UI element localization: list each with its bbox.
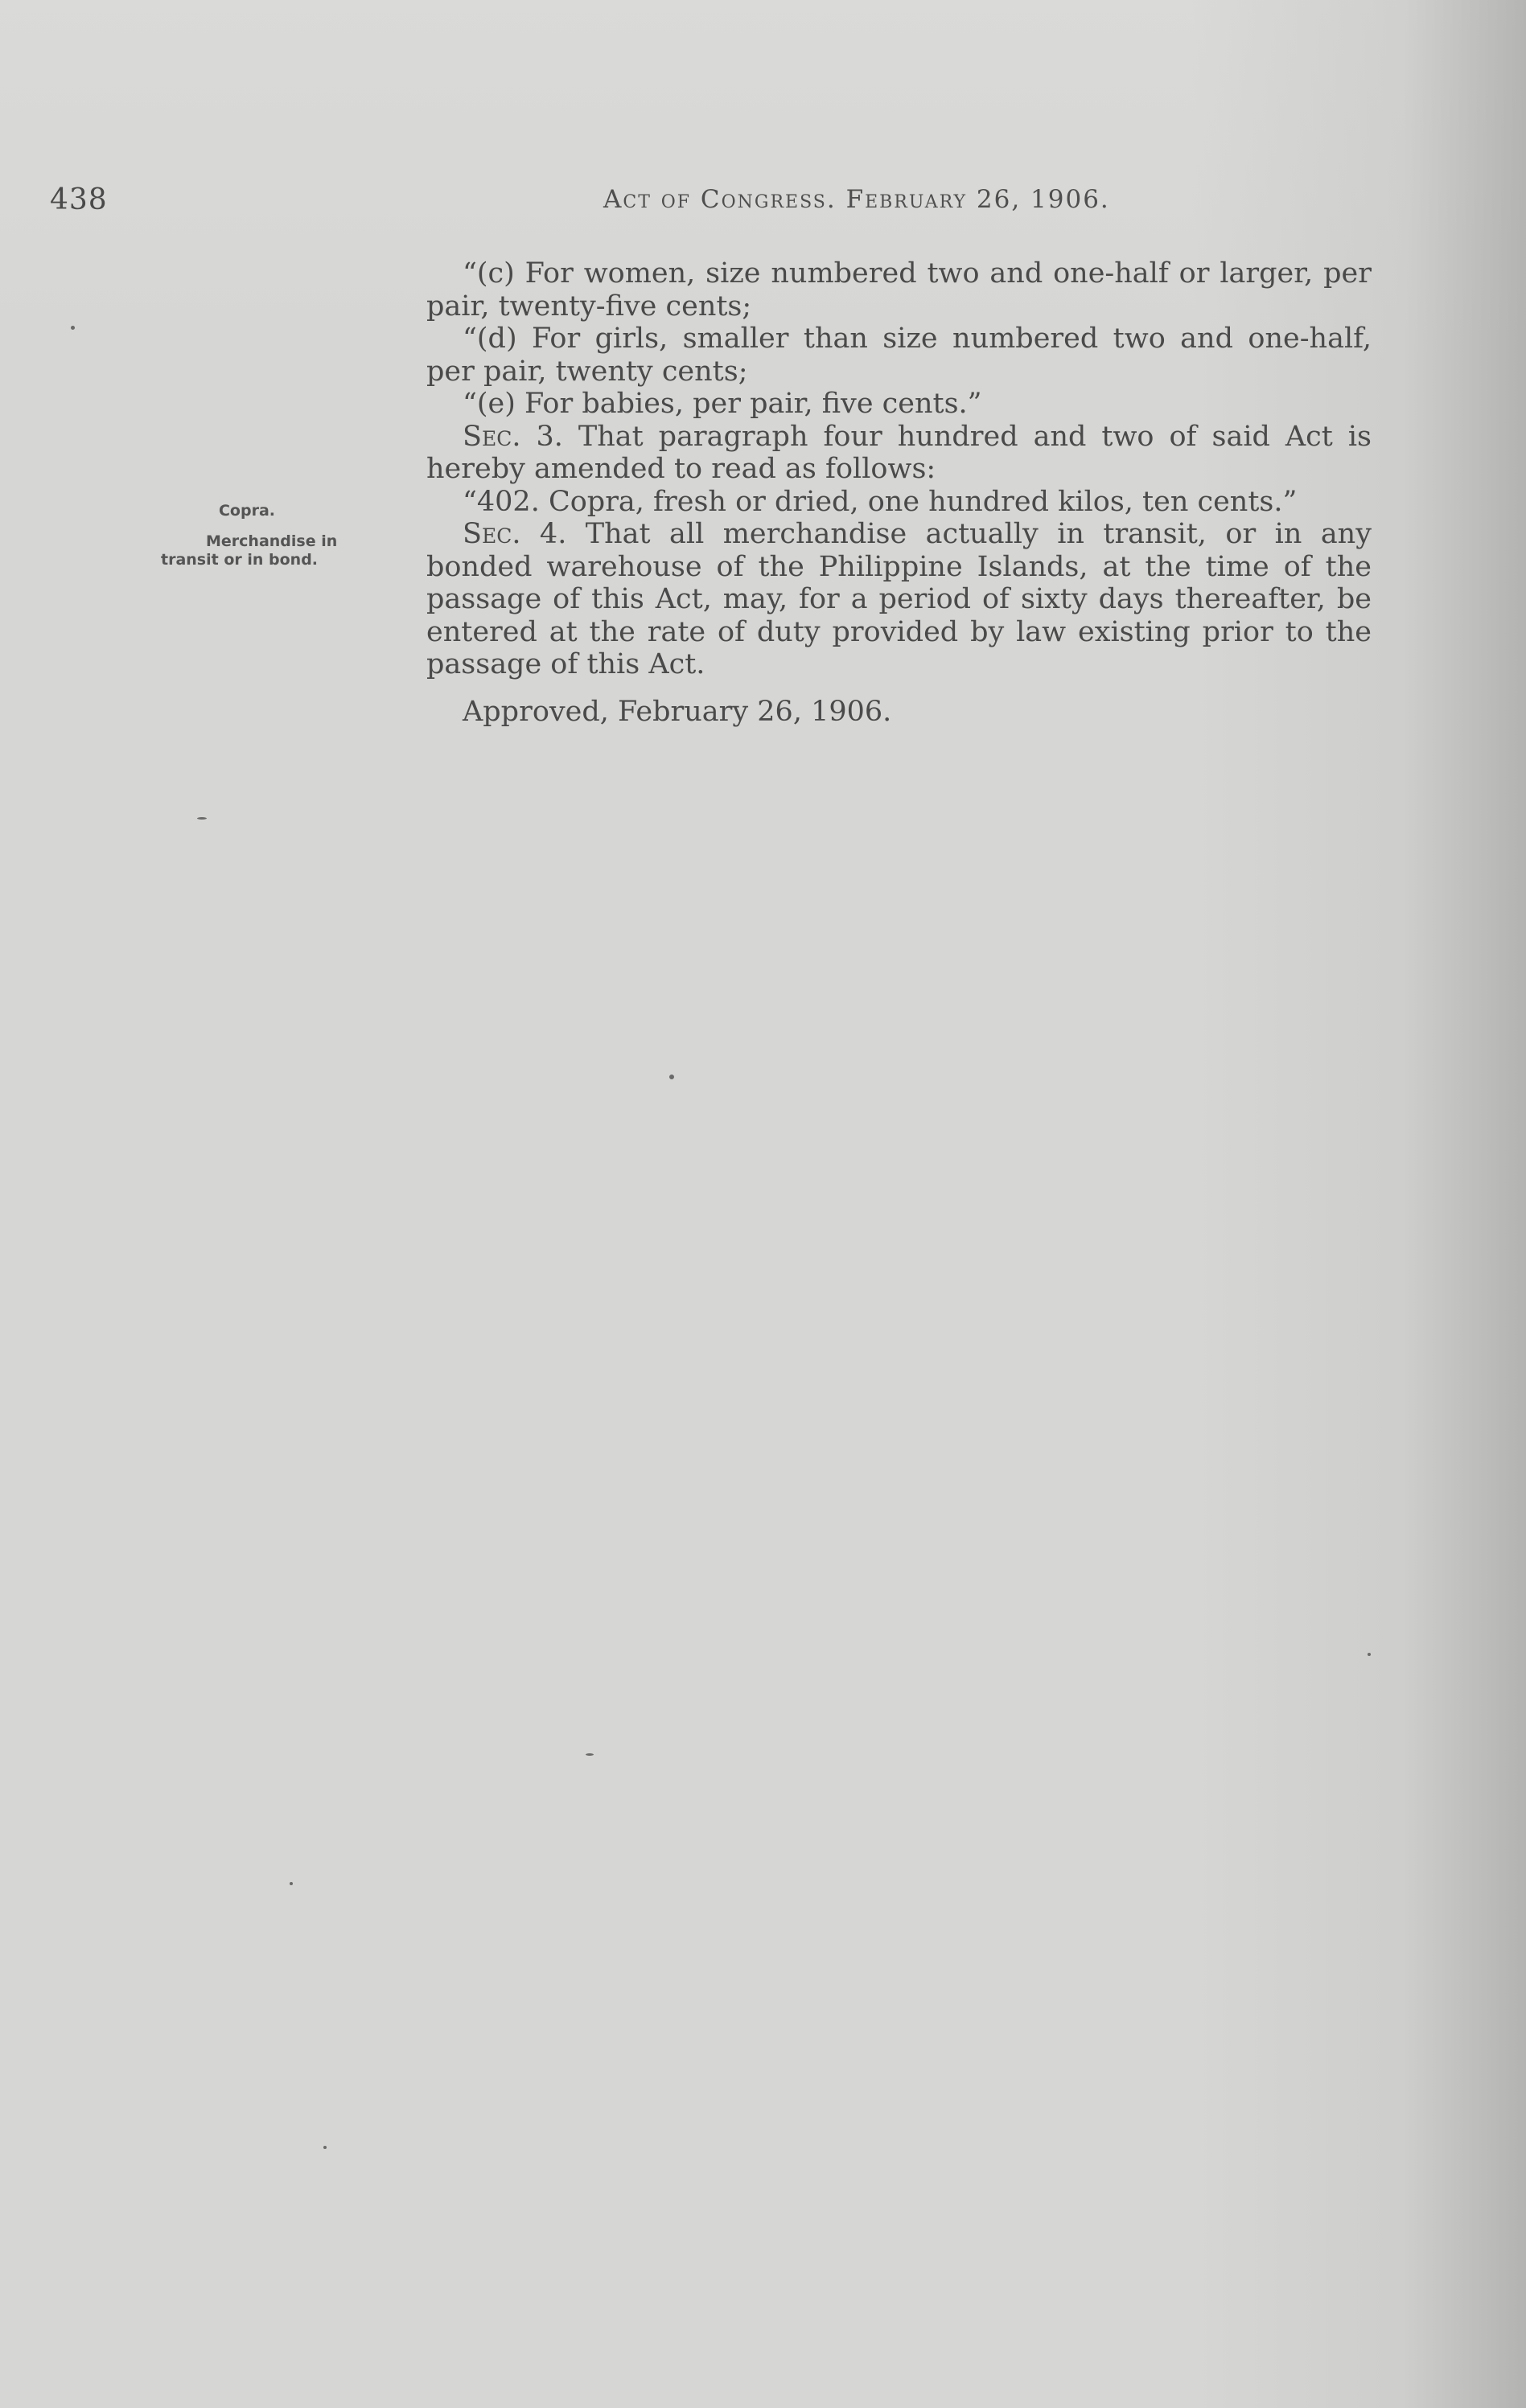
paper-speck <box>586 1753 594 1756</box>
approved-line: Approved, February 26, 1906. <box>463 695 892 728</box>
paragraph-c: “(c) For women, size numbered two and one-half or larger, per pair, twenty-five cents; <box>426 257 1372 323</box>
paper-speck <box>1368 1653 1371 1656</box>
margin-note-merchandise-line2: transit or in bond. <box>161 551 319 569</box>
body-text <box>426 257 1372 728</box>
paragraph-402: “402. Copra, fresh or dried, one hundred kilos, ten cents.” <box>463 485 1298 518</box>
section-3-text: That paragraph four hundred and two of said Act is hereby amended to read as follows: <box>426 420 1372 485</box>
running-head: Act of Congress. February 26, 1906. <box>603 185 1110 214</box>
section-4-text: That all merchandise actually in transit, or in any bonded warehouse of the Philippine Islands, at the time of the passage of this Act, may, for a period of sixty days thereafter, be entered at the rate of duty provided by law existing prior to the passage of this Act. <box>426 518 1372 680</box>
section-3-label: Sec. 3. <box>463 420 563 453</box>
page-number: 438 <box>50 183 108 216</box>
section-4-label: Sec. 4. <box>463 518 567 550</box>
section-3 <box>426 421 1372 486</box>
paragraph-d: “(d) For girls, smaller than size numbered two and one-half, per pair, twenty cents; <box>426 323 1372 388</box>
paper-speck <box>197 817 207 820</box>
paper-speck <box>669 1075 674 1079</box>
margin-note-merchandise <box>161 532 394 569</box>
section-4 <box>426 518 1372 681</box>
margin-note-copra: Copra. <box>218 502 275 520</box>
paper-speck <box>323 2146 327 2149</box>
paper-speck <box>71 326 75 330</box>
margin-note-merchandise-line1: Merchandise in <box>206 532 338 550</box>
paragraph-e: “(e) For babies, per pair, five cents.” <box>463 388 982 420</box>
paper-speck <box>290 1882 293 1885</box>
